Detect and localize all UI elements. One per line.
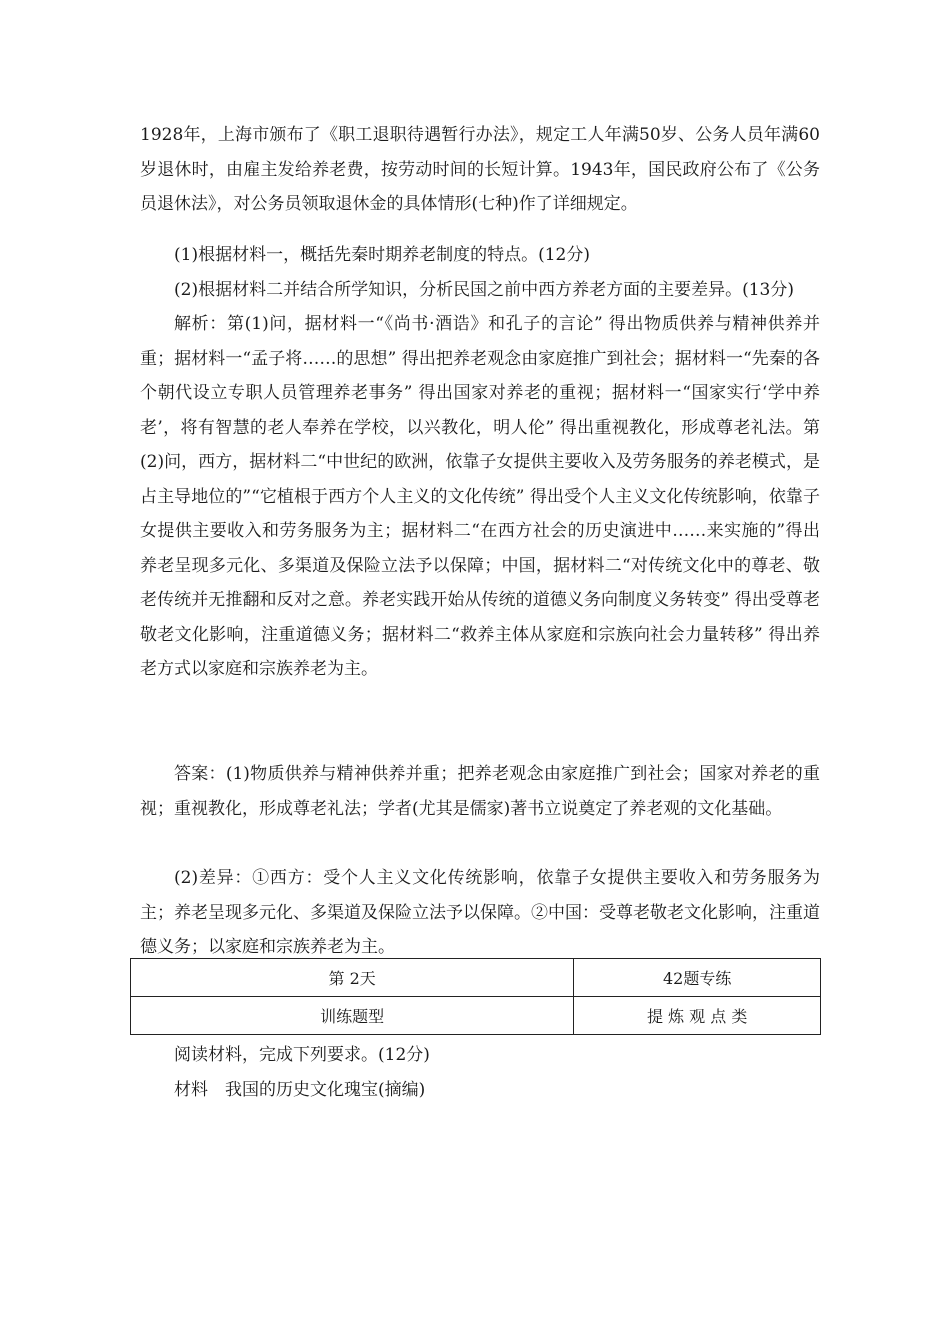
type-value-cell: 提 炼 观 点 类 <box>574 997 821 1035</box>
analysis-text: 解析：第(1)问，据材料一“《尚书·酒诰》和孔子的言论” 得出物质供养与精神供养并重；据材料一“孟子将……的思想” 得出把养老观念由家庭推广到社会；据材料一“先秦的各个朝代设立专职人员管理养老事务” 得出国家对养老的重视；据材料一“国家实行‘学中养老’，将有智慧的老人奉养在学校，以兴教化，明人伦” 得出重视教化，形成尊老礼法。第(2)问，西方，据材料二“中世纪的欧洲，依靠子女提供主要收入及劳务服务的养老模式，是占主导地位的”“它植根于西方个人主义的文化传统” 得出受个人主义文化传统影响，依靠子女提供主要收入和劳务服务为主；据材料二“在西方社会的历史演进中……来实施的”得出养老呈现多元化、多渠道及保险立法予以保障；中国，据材料二“对传统文化中的尊老、敬老传统并无推翻和反对之意。养老实践开始从传统的道德义务向制度义务转变” 得出受尊老敬老文化影响，注重道德义务；据材料二“救养主体从家庭和宗族向社会力量转移” 得出养老方式以家庭和宗族养老为主。 <box>140 314 820 679</box>
material-paragraph <box>140 118 820 222</box>
instruction-text: 阅读材料，完成下列要求。(12分) <box>174 1045 430 1065</box>
table-row <box>131 997 821 1035</box>
type-label-cell: 训练题型 <box>131 997 574 1035</box>
topic-cell: 42题专练 <box>574 959 821 997</box>
question-2: (2)根据材料二并结合所学知识，分析民国之前中西方养老方面的主要差异。(13分) <box>174 279 794 300</box>
table-row <box>131 959 821 997</box>
practice-info-table <box>130 958 821 1035</box>
analysis-section <box>140 307 820 687</box>
answer-section-1 <box>140 757 820 826</box>
material-heading: 材料 我国的历史文化瑰宝(摘编) <box>174 1080 426 1100</box>
answer-2-text: (2)差异：①西方：受个人主义文化传统影响，依靠子女提供主要收入和劳务服务为主；养老呈现多元化、多渠道及保险立法予以保障。②中国：受尊老敬老文化影响，注重道德义务；以家庭和宗族养老为主。 <box>140 868 820 957</box>
answer-section-2 <box>140 861 820 965</box>
material-text: 1928年，上海市颁布了《职工退职待遇暂行办法》，规定工人年满50岁、公务人员年满60岁退休时，由雇主发给养老费，按劳动时间的长短计算。1943年，国民政府公布了《公务员退休法》，对公务员领取退休金的具体情形(七种)作了详细规定。 <box>140 125 820 214</box>
day-cell: 第 2天 <box>131 959 574 997</box>
answer-1-text: 答案：(1)物质供养与精神供养并重；把养老观念由家庭推广到社会；国家对养老的重视；重视教化，形成尊老礼法；学者(尤其是儒家)著书立说奠定了养老观的文化基础。 <box>140 764 820 819</box>
questions <box>140 238 820 307</box>
question-1: (1)根据材料一，概括先秦时期养老制度的特点。(12分) <box>174 245 590 265</box>
